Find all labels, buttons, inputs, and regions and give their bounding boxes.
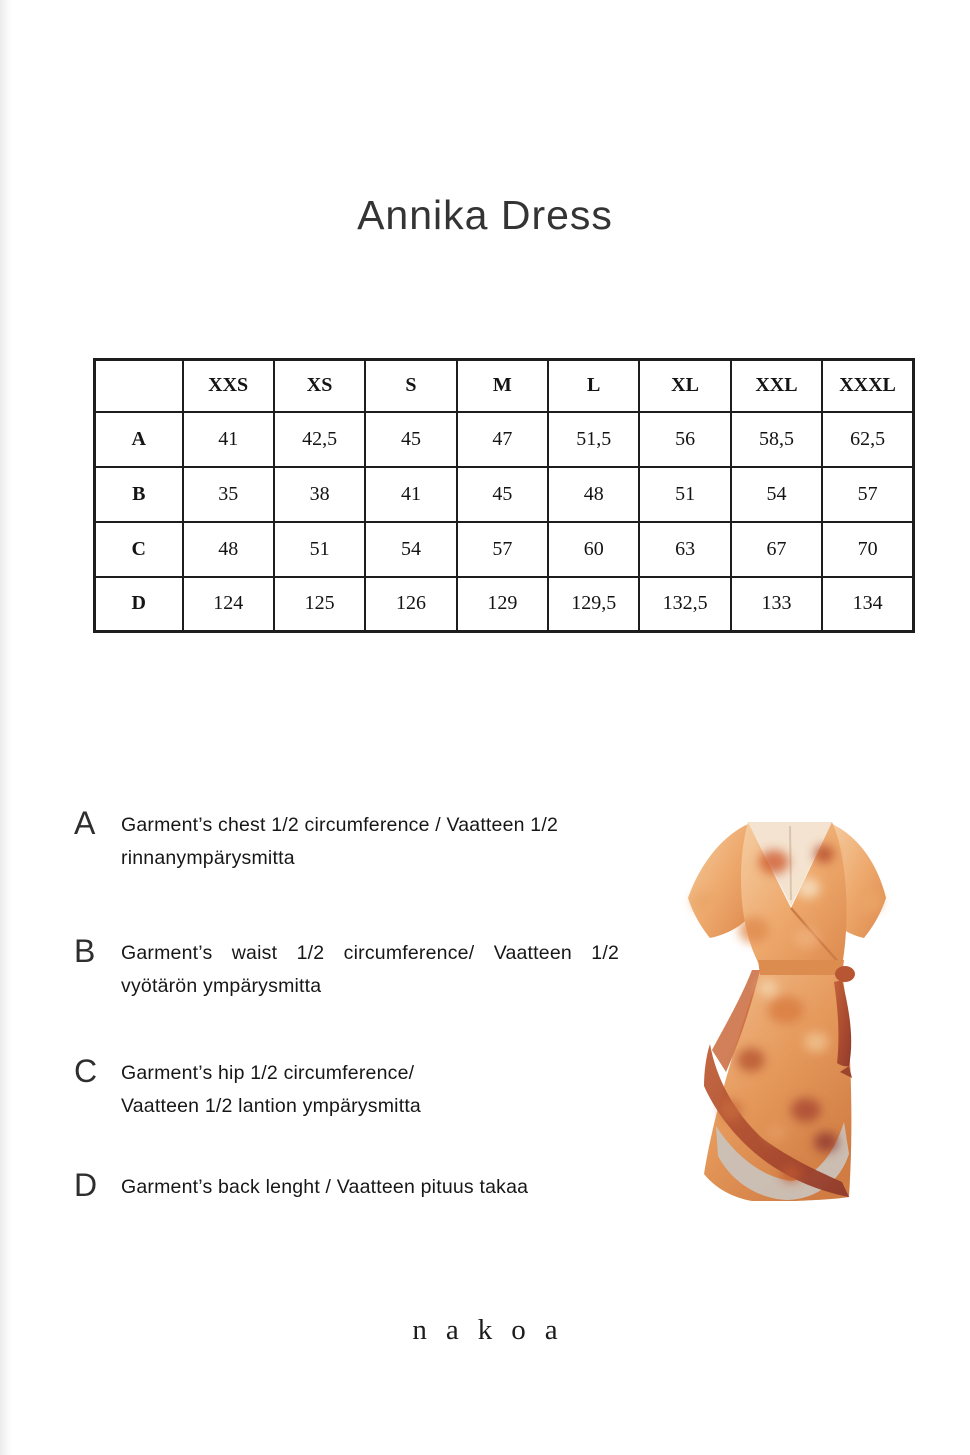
size-col-header: XXS (183, 360, 274, 412)
legend-text-line: Garment’s hip 1/2 circumference/ (121, 1062, 415, 1084)
size-value-cell: 132,5 (639, 577, 730, 632)
size-col-header: XXXL (822, 360, 913, 412)
row-label: C (95, 522, 183, 577)
legend-text (121, 934, 619, 1003)
page-title: Annika Dress (357, 192, 613, 238)
size-value-cell: 56 (639, 412, 730, 467)
size-value-cell: 67 (731, 522, 822, 577)
size-value-cell: 45 (365, 412, 456, 467)
size-value-cell: 48 (183, 522, 274, 577)
legend-text-line: Vaatteen 1/2 lantion ympärysmitta (121, 1095, 421, 1117)
size-value-cell: 133 (731, 577, 822, 632)
legend-text-line: rinnanympärysmitta (121, 847, 295, 869)
table-row (95, 577, 914, 632)
size-value-cell: 51 (274, 522, 365, 577)
size-value-cell: 62,5 (822, 412, 913, 467)
size-value-cell: 41 (183, 412, 274, 467)
legend-item-a (74, 806, 583, 875)
size-value-cell: 63 (639, 522, 730, 577)
legend-text-line: Garment’s waist 1/2 circumference/ Vaatteen 1/2 (121, 942, 619, 964)
size-value-cell: 48 (548, 467, 639, 522)
table-row (95, 412, 914, 467)
legend-item-c (74, 1054, 591, 1123)
size-value-cell: 57 (457, 522, 548, 577)
legend-letter: C (74, 1053, 98, 1089)
size-col-header: L (548, 360, 639, 412)
legend-text (121, 1054, 591, 1123)
size-col-header: S (365, 360, 456, 412)
table-row (95, 522, 914, 577)
size-value-cell: 42,5 (274, 412, 365, 467)
size-value-cell: 58,5 (731, 412, 822, 467)
size-value-cell: 70 (822, 522, 913, 577)
size-value-cell: 38 (274, 467, 365, 522)
brand-logo: nakoa (412, 1314, 577, 1346)
legend-item-b (74, 934, 619, 1003)
size-value-cell: 124 (183, 577, 274, 632)
size-value-cell: 54 (365, 522, 456, 577)
size-col-header: XS (274, 360, 365, 412)
size-value-cell: 54 (731, 467, 822, 522)
size-value-cell: 125 (274, 577, 365, 632)
legend-text (121, 806, 583, 875)
size-value-cell: 60 (548, 522, 639, 577)
dress-photo (656, 810, 962, 1210)
legend-item-d (74, 1168, 681, 1204)
table-row (95, 467, 914, 522)
size-value-cell: 47 (457, 412, 548, 467)
legend-text-line: Garment’s back lenght / Vaatteen pituus takaa (121, 1176, 529, 1198)
size-table-header-row (95, 360, 914, 412)
size-value-cell: 35 (183, 467, 274, 522)
row-label: B (95, 467, 183, 522)
size-value-cell: 51,5 (548, 412, 639, 467)
size-value-cell: 41 (365, 467, 456, 522)
size-value-cell: 126 (365, 577, 456, 632)
size-col-header: XXL (731, 360, 822, 412)
legend-text (121, 1168, 681, 1204)
size-value-cell: 129 (457, 577, 548, 632)
row-label: D (95, 577, 183, 632)
row-label: A (95, 412, 183, 467)
size-value-cell: 134 (822, 577, 913, 632)
size-value-cell: 51 (639, 467, 730, 522)
size-col-header: XL (639, 360, 730, 412)
size-value-cell: 129,5 (548, 577, 639, 632)
size-value-cell: 57 (822, 467, 913, 522)
legend-text-line: vyötärön ympärysmitta (121, 975, 322, 997)
legend-text-line: Garment’s chest 1/2 circumference / Vaatteen 1/2 (121, 814, 559, 836)
legend-letter: A (74, 805, 96, 841)
dress-illustration (656, 810, 962, 1210)
dress-back-seam (790, 826, 791, 900)
size-table (93, 358, 915, 633)
legend-letter: D (74, 1167, 98, 1203)
corner-cell (95, 360, 183, 412)
size-col-header: M (457, 360, 548, 412)
size-value-cell: 45 (457, 467, 548, 522)
legend-letter: B (74, 933, 96, 969)
